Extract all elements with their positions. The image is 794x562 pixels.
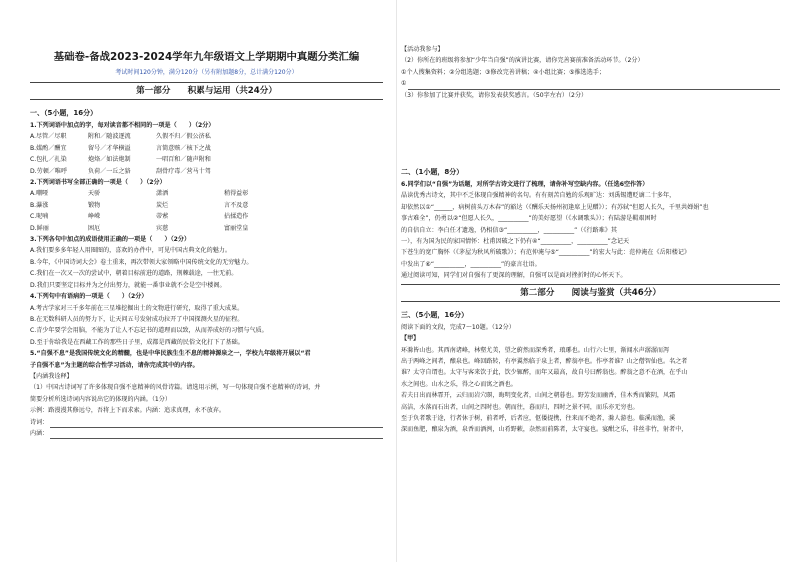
q2-option-c: C.呢喃 峥嵘 蒂萦 拈揉造作: [30, 213, 249, 221]
right-page: [397, 0, 794, 562]
question-7-instruction: 阅读下面的文段，完成7～10题。（12分）: [401, 323, 515, 331]
q6-line-4: 的自信自立：李白任才遗逸，仍相信③“__________，__________”（《行路难》其: [401, 226, 617, 234]
activity-heading-2: 【活动我参与】: [401, 46, 444, 53]
section-two-heading: 二、（1小题，8分）: [401, 168, 464, 177]
passage-line-3: 谁？太守自谓也。太守与客来饮于此，饮少辄醉，而年又最高，故自号曰醉翁也。醉翁之意不在酒，在乎山: [401, 369, 688, 377]
q5-part-2-options: ①个人搜集资料；②分组选题；③修改完善讲稿；④小组比赛；⑤推选选手；: [401, 68, 606, 76]
q6-line-6: 下苍生的宽广胸怀（《茅屋为秋风所破歌》）；有范仲淹与⑤“__________”的宏大与此：范仲淹在《岳阳楼记》: [401, 249, 691, 257]
q3-option-c: C.我们在一次又一次的尝试中，朝着目标前进的道路，荆棘载途，一往无前。: [30, 270, 238, 278]
passage-line-8: 深而鱼肥，酿泉为酒，泉香而酒洌，山肴野蔌，杂然而前陈者，太守宴也。宴酣之乐，非丝非竹，射者中，: [401, 426, 688, 434]
meaning-label: 内涵：: [30, 429, 49, 437]
q2-option-b: B.瀑涨 锻物 炭烂 言不及意: [30, 201, 249, 209]
q6-line-2: 却依然以①“______，病树前头万木春”的豁达（《酬乐天扬州初逢席上见赠》）；有苏轼“但愿人长久，千里共婵娟”也: [401, 203, 709, 211]
q5-part-1-line-1: （1）中国古诗词写了许多体现自强不息精神的风骨诗篇。请选用示例，写一句体现自强不息精神的诗词，并: [30, 384, 321, 392]
passage-line-1: 环滁皆山也。其西南诸峰，林壑尤美，望之蔚然而深秀者，琅琊也。山行六七里，渐闻水声潺潺而泻: [401, 346, 670, 354]
section-one-heading: 一、（5小题，16分）: [30, 109, 98, 117]
q4-option-d: D.至于你给我是在西藏工作的那些日子里，成都是西藏的民俗文化打下了基础。: [30, 338, 244, 346]
passage-line-2: 出于两峰之间者，酿泉也。峰回路转，有亭翼然临于泉上者，醉翁亭也。作亭者谁？山之僧智仙也。名之者: [401, 357, 688, 365]
q1-option-b: B.媒酌／酬宜 留号／才华横溢 言简意赅／核下之战: [30, 144, 211, 152]
passage-line-5: 若夫日出而林霏开，云归而岩穴暝，晦明变化者，山间之朝暮也。野芳发而幽香，佳木秀而繁阴，风霜: [401, 392, 676, 400]
q1-option-d: D.劳顿／唯呼 负荷／一丘之貉 刮骨疗毒／营马十驾: [30, 167, 211, 175]
question-5-line-2: 子自强不息”为主题的综合性学习活动，请你完成其中的内容。: [30, 361, 199, 369]
meaning-answer-field[interactable]: [30, 428, 383, 439]
q6-line-8: 通过阅读可知，同学们对自强有了更深的理解，自强可以是面对挫折时的心怀天下。: [401, 272, 627, 280]
q3-option-d: D.我们只要坚定目标并为之付出努力，就能一番事业就不会是空中楼阁。: [30, 281, 226, 289]
question-2: 2.下列词语书写全部正确的一项是（ ）（2分）: [30, 179, 166, 187]
q1-option-a: A.尽管／尽职 附和／随波逐流 久假不归／假公济私: [30, 133, 211, 141]
q2-option-a: A.嘲哑 天骄 潇洒 稍得益彰: [30, 190, 249, 198]
q5-part-1-line-2: 简要分析所选诗词内容说出它的体现的内涵。（1分）: [30, 395, 171, 403]
question-5-line-1: 5.“自强不息”是我国传统文化的精髓，也是中华民族生生不息的精神源泉之一，学校九年级将开展以“君: [30, 350, 311, 358]
question-4: 4.下列句中有语病的一项是（ ）（2分）: [30, 293, 148, 301]
part-two-heading: 第二部分 阅读与鉴赏（共46分）: [401, 284, 780, 302]
exam-info: 考试时间120分钟，满分120分（另有附加题8分，总计满分120分）: [115, 69, 298, 76]
q4-option-b: B.在无数科研人员的努力下，让天问五号发射成功拉开了中国探测火星的征程。: [30, 315, 244, 323]
q6-line-3: 事古难全”，仍勇以②“但愿人长久，__________”的美好愿望（《水调歌头》）；有陆游是羁艰困时: [401, 215, 657, 223]
passage-line-4: 水之间也。山水之乐，得之心而寓之酒也。: [401, 380, 517, 388]
q3-option-b: B.今年，《中国诗词大会》卷土重来，再次带领大家领略中国传统文化的无穷魅力。: [30, 258, 253, 266]
question-1: 1.下列词语中加点的字，每对读音都不相同的一项是（ ）（2分）: [30, 122, 215, 129]
order-answer-field[interactable]: ①: [401, 78, 780, 89]
answer-space[interactable]: [401, 101, 780, 165]
poem-label: 诗词：: [30, 418, 49, 426]
q2-option-d: D.鲜丽 困厄 宾慈 富丽堂皇: [30, 224, 249, 232]
question-3: 3.下列各句中加点的成语使用正确的一项是（ ）（2分）: [30, 236, 191, 244]
q6-line-1: 晶读优秀古诗文，其中不乏体现自强精神的名句。有有刻苦自勉的乐观旷达：刘禹锡遭贬谪二十多年，: [401, 192, 676, 200]
part-one-heading: 第一部分 积累与运用（共24分）: [30, 82, 383, 100]
section-three-heading: 三、（5小题，16分）: [401, 310, 469, 319]
q5-part-2: （2）你所在的班级将参加“少年当自强”的演讲比赛，请你完善赛前准备活动环节。（2分）: [401, 57, 644, 65]
q5-part-3: （3）你参加了比赛并获奖，请你发表获奖感言。（50字左右）（2分）: [401, 91, 588, 99]
activity-heading-1: 【内涵我诠释】: [30, 372, 73, 380]
q4-option-a: A.考古学家对三千多年前在三星堆挖掘出土的文物进行研究，取得了重大成果。: [30, 304, 244, 312]
q1-option-c: C.包扎／扎染 炮烙／如法炮制 一唱百和／随声附和: [30, 156, 211, 164]
q4-option-c: C.青少年要学会用脑，不能为了让人不忘记书的道理而以致，从而养成好的习惯与气质。: [30, 327, 268, 335]
doc-title: 基础卷-备战2023-2024学年九年级语文上学期期中真题分类汇编: [53, 51, 360, 63]
text-label-jia: 【甲】: [401, 335, 420, 343]
q6-line-7: 中发出了⑥“__________，__________”的豪言壮语。: [401, 260, 541, 268]
question-6: 6.同学们以“自强”为话题，对所学古诗文进行了梳理，请你补写空缺内容。（任选6空作答）: [401, 181, 649, 189]
q6-line-5: 一），有为国为民的家国情怀：杜甫因破之下仍有④“__________，__________”念记天: [401, 238, 630, 246]
passage-line-7: 至于负者歌于途，行者休于树，前者呼，后者应，伛偻提携，往来而不绝者，滁人游也。临溪而渔，溪: [401, 414, 676, 422]
poem-answer-field[interactable]: [30, 417, 383, 428]
q5-example: 示例：路漫漫其修远兮，吾将上下而求索。内涵：追求真理，永不放弃。: [30, 407, 225, 415]
passage-line-6: 高洁，水落而石出者，山间之四时也。朝而往，暮而归，四时之景不同，而乐亦无穷也。: [401, 403, 639, 411]
q3-option-a: A.我们要多多年轻人用圈图的，喜欢的办件中，可见中国古典文化的魅力。: [30, 247, 231, 255]
